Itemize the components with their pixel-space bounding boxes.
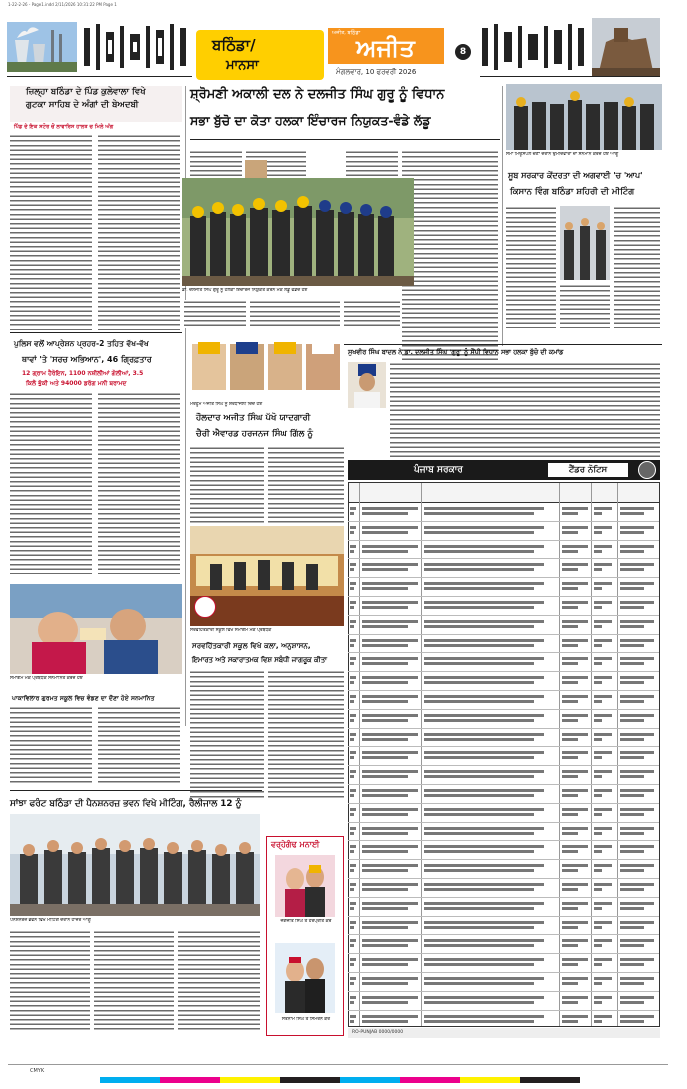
school-logo [194, 596, 216, 618]
headline-1-line-2: ਗੁਟਕਾ ਸਾਹਿਬ ਦੇ ਅੰਗਾਂ ਦੀ ਬੇਅਦਬੀ [26, 100, 139, 110]
table-row [348, 804, 659, 823]
body-text [10, 134, 92, 330]
body-text [268, 670, 344, 798]
group-photo [10, 814, 260, 916]
body-text [10, 930, 90, 1030]
tender-footer: RO-PUNJAB 0000/0000 [352, 1030, 404, 1035]
tender-table-header [349, 483, 659, 503]
table-row [348, 503, 659, 522]
table-row [348, 559, 659, 578]
photo-caption: ਸਮਾਗਮ ਮੌਕੇ ਪ੍ਰਬੰਧਕ ਸਨਮਾਨਿਤ ਕਰਦੇ ਹੋਏ [10, 676, 83, 681]
masthead-divider-right [480, 76, 660, 77]
headline-4-line-1: ਪੁਲਿਸ ਵਲੋਂ ਆਪ੍ਰੇਸ਼ਨ ਪ੍ਰਹਰ-2 ਤਹਿਤ ਵੱਖ-ਵੱਖ [14, 339, 149, 348]
table-row [348, 635, 659, 654]
photo-caption: ਮਰਹੂਮ ਅਜੀਤ ਸਿੰਘ ਨੂੰ ਸ਼ਰਧਾਂਜਲੀ ਦਿੰਦੇ ਹੋਏ [190, 402, 263, 407]
table-row [348, 917, 659, 936]
table-row [348, 898, 659, 917]
photo-caption: ਡਾ. ਦਲਜੀਤ ਸਿੰਘ ਗੁਰੂ ਨੂੰ ਹਲਕਾ ਇੰਚਾਰਜ ਨਿਯੁਕਤ ਕਰਨ ਮੌਕੇ ਲੱਡੂ ਵੰਡਦੇ ਹੋਏ [182, 288, 308, 293]
section-rule [10, 332, 182, 333]
table-row [348, 879, 659, 898]
column-rule [502, 86, 503, 346]
portraits-row [190, 340, 344, 402]
tender-footer-box [348, 1028, 660, 1038]
table-row [348, 578, 659, 597]
couple-photo-2 [275, 943, 335, 1013]
body-text [390, 362, 660, 472]
photo-caption: ਸਮਾ ਮਿਊਂਸਪਲ ਚੋਣਾਂ ਦੌਰਾਨ ਉਮੀਦਵਾਰਾਂ ਦਾ ਸਨਮਾਨ ਕਰਦੇ ਹੋਏ ਆਗੂ [506, 152, 619, 157]
power-plant-image [7, 22, 77, 72]
anniversary-names-2: ਸਤਨਾਮ ਸਿੰਘ ਤੇ ਸਿਮਰਨ ਕੌਰ [281, 1017, 331, 1022]
color-registration-bar [100, 1068, 580, 1074]
farmer-meeting-photo [560, 206, 610, 280]
govt-emblem-icon [638, 461, 656, 479]
table-row [348, 710, 659, 729]
table-row [348, 973, 659, 992]
headline-3-line-2: ਕਿਸਾਨ ਵਿੰਗ ਬਠਿੰਡਾ ਸ਼ਹਿਰੀ ਦੀ ਮੀਟਿੰਗ [510, 187, 635, 197]
table-row [348, 691, 659, 710]
subhead-4-line-2: ਕਿਲੋ ਭੁੱਕੀ ਅਤੇ 94000 ਡਰੱਗ ਮਨੀ ਬਰਾਮਦ [26, 380, 127, 387]
table-row [348, 823, 659, 842]
headline-6-line-2: ਚੈਰੀ ਐਵਾਰਡ ਹਰਜਨਜ ਸਿੰਘ ਗਿੱਲ ਨੂੰ [196, 429, 314, 439]
couple-photo-1 [275, 855, 335, 917]
photo-caption: ਪੈਨਸ਼ਨਰਜ਼ ਭਵਨ ਵਿਖੇ ਮੀਟਿੰਗ ਦੌਰਾਨ ਹਾਜ਼ਰ ਆਗੂ [10, 918, 91, 923]
section-title-line1: ਬਠਿੰਡਾ/ [212, 36, 256, 54]
tender-banner-left: ਪੰਜਾਬ ਸਰਕਾਰ [414, 465, 463, 475]
photo-caption: ਸਰਵਹਿਤਕਾਰੀ ਸਕੂਲ ਵਿਖੇ ਸਮਾਗਮ ਮੌਕੇ ਪ੍ਰਬੰਧਕ [190, 628, 272, 633]
headline-2-line-1: ਸ਼੍ਰੋਮਣੀ ਅਕਾਲੀ ਦਲ ਨੇ ਦਲਜੀਤ ਸਿੰਘ ਗੁਰੂ ਨੂੰ ਵਿਧਾਨ [190, 87, 445, 102]
body-text [506, 206, 556, 328]
tender-banner-right: ਟੈਂਡਰ ਨੋਟਿਸ [568, 465, 608, 475]
body-text [178, 930, 260, 1030]
anniversary-box [266, 836, 344, 1036]
rally-photo [506, 84, 662, 150]
leader-portrait [348, 362, 386, 408]
headline-8-line-2: ਇਮਾਰਤ ਅਤੇ ਸਕਾਰਾਤਮਕ ਵਿਸ਼ ਸਬੰਧੀ ਜਾਗਰੂਕ ਕੀਤਾ [192, 656, 328, 664]
table-row [348, 729, 659, 748]
headline-5: ਸੁਖਵੀਰ ਸਿੰਘ ਬਾਦਲ ਨੇ ਡਾ. ਦਲਜੀਤ ਸਿੰਘ 'ਗੁਰੂ' ਨੂੰ ਸੌਂਪੀ ਵਿਧਾਨ ਸਭਾ ਹਲਕਾ ਬੁੱਚੋ ਦੀ ਕਮਾਂਡ [348, 348, 564, 356]
masthead-divider-left [7, 76, 192, 77]
children-photo [10, 584, 182, 674]
cmyk-label: CMYK [30, 1068, 45, 1074]
subhead-1: ਪਿੰਡ ਦੇ ਇਕ ਸਟੋਰ ਚੋਂ ਲਾਵਾਰਿਸ ਹਾਲਤ ਚ ਮਿਲੇ ਅੰਗ [14, 124, 114, 130]
tribal-pattern-right [478, 22, 588, 72]
table-row [348, 954, 659, 973]
section-title-box [196, 30, 324, 80]
headline-6-line-1: ਹੌਲਦਾਰ ਅਜੀਤ ਸਿੰਘ ਪੱਖੋ ਯਾਦਗਾਰੀ [196, 413, 311, 423]
table-row [348, 672, 659, 691]
party-meeting-photo [182, 178, 414, 286]
body-text [10, 392, 92, 574]
table-row [348, 747, 659, 766]
table-row [348, 653, 659, 672]
anniversary-names-1: ਜਗਜੀਤ ਸਿੰਘ ਤੇ ਹਰਪ੍ਰੀਤ ਕੌਰ [280, 919, 332, 924]
table-row [348, 992, 659, 1011]
table-row [348, 541, 659, 560]
issue-date: ਮੰਗਲਵਾਰ, 10 ਫਰਵਰੀ 2026 [336, 68, 417, 76]
body-text [94, 930, 174, 1030]
table-row [348, 841, 659, 860]
table-row [348, 785, 659, 804]
body-text [190, 150, 242, 178]
paper-name-box [328, 28, 444, 64]
body-text [10, 706, 92, 784]
table-row [348, 1011, 659, 1030]
headline-4-line-2: ਥਾਵਾਂ 'ਤੇ 'ਸਰਚ ਅਭਿਆਨ', 46 ਗ੍ਰਿਫ਼ਤਾਰ [22, 355, 152, 364]
section-title-line2: ਮਾਨਸਾ [226, 58, 259, 73]
section-rule [10, 790, 262, 791]
headline-1-box [10, 86, 182, 122]
body-text [190, 670, 264, 798]
table-row [348, 766, 659, 785]
body-text [402, 150, 498, 380]
headline-rule [190, 139, 500, 140]
headline-8-line-1: ਸਰਵਹਿੱਤਕਾਰੀ ਸਕੂਲ ਵਿਖੇ ਕਲਾ, ਅਨੁਸ਼ਾਸਨ, [192, 641, 311, 650]
page-number-badge: 8 [455, 44, 471, 60]
footer-rule [8, 1064, 668, 1065]
table-row [348, 616, 659, 635]
headline-9: ਸਾਂਝਾ ਫਰੰਟ ਬਠਿੰਡਾ ਦੀ ਪੈਨਸ਼ਨਰਜ਼ ਭਵਨ ਵਿਖੇ ਮੀਟਿੰਗ, ਰੈਲੀਜਾਲ 12 ਨੂੰ [10, 799, 242, 809]
body-text [184, 300, 246, 328]
headline-3-line-1: ਸੂਬ ਸਰਕਾਰ ਕੇਂਦਰਤਾ ਦੀ ਅਗਵਾਈ 'ਚ 'ਆਪ' [508, 171, 643, 180]
table-row [348, 935, 659, 954]
print-info: 1-22-2-26 - Page1.indd 2/11/2026 10:31:22 PM Page 1 [8, 2, 117, 7]
tender-banner-right-box [548, 463, 628, 477]
table-row [348, 522, 659, 541]
body-text [98, 392, 180, 574]
body-text [560, 284, 610, 328]
headline-1-line-1: ਜ਼ਿਲ੍ਹਾ ਬਠਿੰਡਾ ਦੇ ਪਿੰਡ ਕੁਲੇਵਾਲਾ ਵਿਖੇ [26, 87, 146, 97]
body-text [98, 706, 180, 784]
edition-label: ਅਜੀਤ, ਬਠਿੰਡਾ [332, 30, 361, 36]
headline-2-line-2: ਸਭਾ ਬੁੱਚੋ ਦਾ ਕੋਤਾ ਹਲਕਾ ਇੰਚਾਰਜ ਨਿਯੁਕਤ-ਵੰਡੇ ਲੱਡੂ [190, 113, 431, 128]
body-text [346, 150, 398, 178]
anniversary-title: ਵਰ੍ਹੇਗੰਢ ਮਨਾਈ [271, 840, 320, 849]
body-text [250, 300, 340, 328]
tender-banner [348, 460, 660, 480]
body-text [98, 134, 180, 330]
paper-name: ਅਜੀਤ [356, 34, 415, 62]
subhead-4-line-1: 12 ਗ੍ਰਾਮ ਹੈਰੋਇਨ, 1100 ਨਸ਼ੀਲੀਆਂ ਗੋਲੀਆਂ, 3.5 [22, 370, 144, 377]
body-text [344, 300, 400, 328]
table-row [348, 597, 659, 616]
table-row [348, 860, 659, 879]
headline-7: ਪਾਕਾਵਿਲਾਰ ਗੁਰਮਤ ਸਕੂਲ ਵਿਚ ਵੰਡਣ ਦਾ ਦੌਣਾ ਹੋਏ ਸਨਮਾਨਿਤ [12, 695, 155, 702]
tribal-pattern-left [80, 22, 190, 72]
fort-image [592, 18, 660, 76]
body-text [614, 206, 660, 328]
